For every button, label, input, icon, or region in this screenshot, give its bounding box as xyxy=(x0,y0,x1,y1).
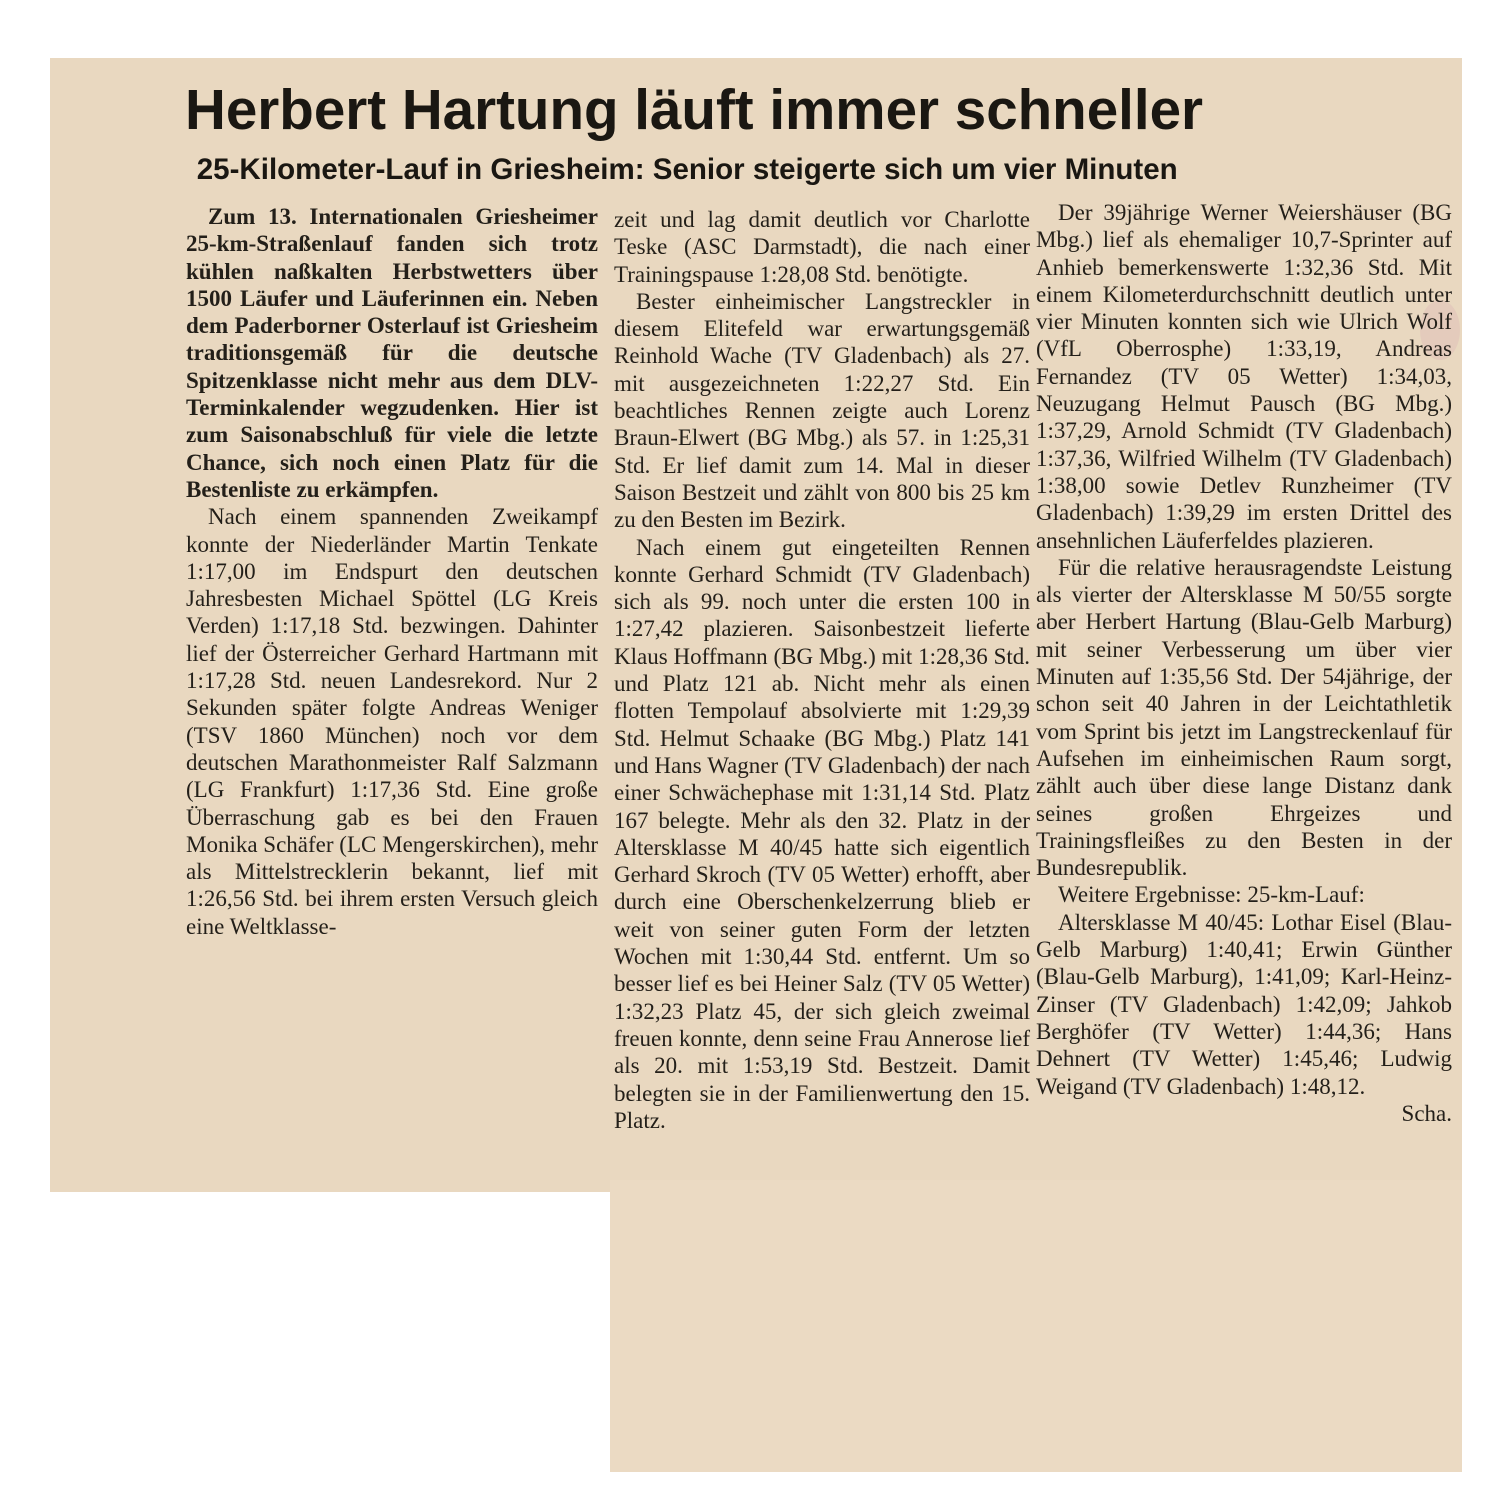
article-paragraph: Bester einheimischer Langstreckler in diesem Elitefeld war erwartungsgemäß Reinhold Wache (TV Gladenbach) als 27. mit ausgezeichneten 1:22,27 Std. Ein beachtliches Rennen zeigte auch Lorenz Braun-Elwert (BG Mbg.) als 57. in 1:25,31 Std. Er lief damit zum 14. Mal in dieser Saison Bestzeit und zählt von 800 bis 25 km zu den Besten im Bezirk. xyxy=(614,288,1030,533)
article-lead: Zum 13. Internationalen Griesheimer 25-km-Straßenlauf fanden sich trotz kühlen naßkalten Herbstwetters über 1500 Läufer und Läuferinnen ein. Neben dem Paderborner Osterlauf ist Griesheim traditionsgemäß für die deutsche Spitzenklasse nicht mehr aus dem DLV-Terminkalender wegzudenken. Hier ist zum Saisonabschluß für viele die letzte Chance, sich noch einen Platz für die Bestenliste zu erkämpfen. xyxy=(186,204,598,502)
article-column-3 xyxy=(1036,199,1452,1127)
article-paragraph: Altersklasse M 40/45: Lothar Eisel (Blau-Gelb Marburg) 1:40,41; Erwin Günther (Blau-Gelb Marburg), 1:41,09; Karl-Heinz-Zinser (TV Gladenbach) 1:42,09; Jahkob Berghöfer (TV Wetter) 1:44,36; Hans Dehnert (TV Wetter) 1:45,46; Ludwig Weigand (TV Gladenbach) 1:48,12. xyxy=(1036,909,1452,1099)
article-subheadline: 25-Kilometer-Lauf in Griesheim: Senior steigerte sich um vier Minuten xyxy=(196,153,1178,186)
article-paragraph: Nach einem spannenden Zweikampf konnte der Niederländer Martin Tenkate 1:17,00 im Endspurt den deutschen Jahresbesten Michael Spöttel (LG Kreis Verden) 1:17,18 Std. bezwingen. Dahinter lief der Österreicher Gerhard Hartmann mit 1:17,28 Std. neuen Landesrekord. Nur 2 Sekunden später folgte Andreas Weniger (TSV 1860 München) noch vor dem deutschen Marathonmeister Ralf Salzmann (LG Frankfurt) 1:17,36 Std. Eine große Überraschung gab es bei den Frauen Monika Schäfer (LC Mengerskirchen), mehr als Mittelstrecklerin bekannt, lief mit 1:26,56 Std. bei ihrem ersten Versuch gleich eine Weltklasse- xyxy=(186,504,598,939)
article-column-1 xyxy=(186,203,598,940)
article-column-2 xyxy=(614,206,1030,1134)
article-paragraph: Der 39jährige Werner Weiershäuser (BG Mbg.) lief als ehemaliger 10,7-Sprinter auf Anhieb bemerkenswerte 1:32,36 Std. Mit einem Kilometerdurchschnitt deutlich unter vier Minuten konnten sich wie Ulrich Wolf (VfL Oberrosphe) 1:33,19, Andreas Fernandez (TV 05 Wetter) 1:34,03, Neuzugang Helmut Pausch (BG Mbg.) 1:37,29, Arnold Schmidt (TV Gladenbach) 1:37,36, Wilfried Wilhelm (TV Gladenbach) 1:38,00 sowie Detlev Runzheimer (TV Gladenbach) 1:39,29 im ersten Drittel des ansehnlichen Läuferfeldes plazieren. xyxy=(1036,200,1452,553)
article-headline: Herbert Hartung läuft immer schneller xyxy=(185,78,1204,142)
article-paragraph: zeit und lag damit deutlich vor Charlotte Teske (ASC Darmstadt), die nach einer Trainingspause 1:28,08 Std. benötigte. xyxy=(614,207,1030,287)
article-author: Scha. xyxy=(1401,1100,1452,1126)
article-paragraph: Weitere Ergebnisse: 25-km-Lauf: xyxy=(1058,882,1365,908)
article-paragraph: Für die relative herausragendste Leistung als vierter der Altersklasse M 50/55 sorgte aber Herbert Hartung (Blau-Gelb Marburg) mit seiner Verbesserung um über vier Minuten auf 1:35,56 Std. Der 54jährige, der schon seit 40 Jahren in der Leichtathletik vom Sprint bis jetzt im Langstreckenlauf für Aufsehen im einheimischen Raum sorgt, zählt auch über diese lange Distanz dank seines großen Ehrgeizes und Trainingsfleißes zu den Besten in der Bundesrepublik. xyxy=(1036,554,1452,881)
newspaper-clipping-bottom xyxy=(610,1180,1462,1472)
article-paragraph: Nach einem gut eingeteilten Rennen konnte Gerhard Schmidt (TV Gladenbach) sich als 99. noch unter die ersten 100 in 1:27,42 plazieren. Saisonbestzeit lieferte Klaus Hoffmann (BG Mbg.) mit 1:28,36 Std. und Platz 121 ab. Nicht mehr als einen flotten Tempolauf absolvierte mit 1:29,39 Std. Helmut Schaake (BG Mbg.) Platz 141 und Hans Wagner (TV Gladenbach) der nach einer Schwächephase mit 1:31,14 Std. Platz 167 belegte. Mehr als den 32. Platz in der Altersklasse M 40/45 hatte sich eigentlich Gerhard Skroch (TV 05 Wetter) erhofft, aber durch eine Oberschenkelzerrung blieb er weit von seiner guten Form der letzten Wochen mit 1:30,44 Std. entfernt. Um so besser lief es bei Heiner Salz (TV 05 Wetter) 1:32,23 Platz 45, der sich gleich zweimal freuen konnte, denn seine Frau Annerose lief als 20. mit 1:53,19 Std. Bestzeit. Damit belegten sie in der Familienwertung den 15. Platz. xyxy=(614,534,1030,1133)
